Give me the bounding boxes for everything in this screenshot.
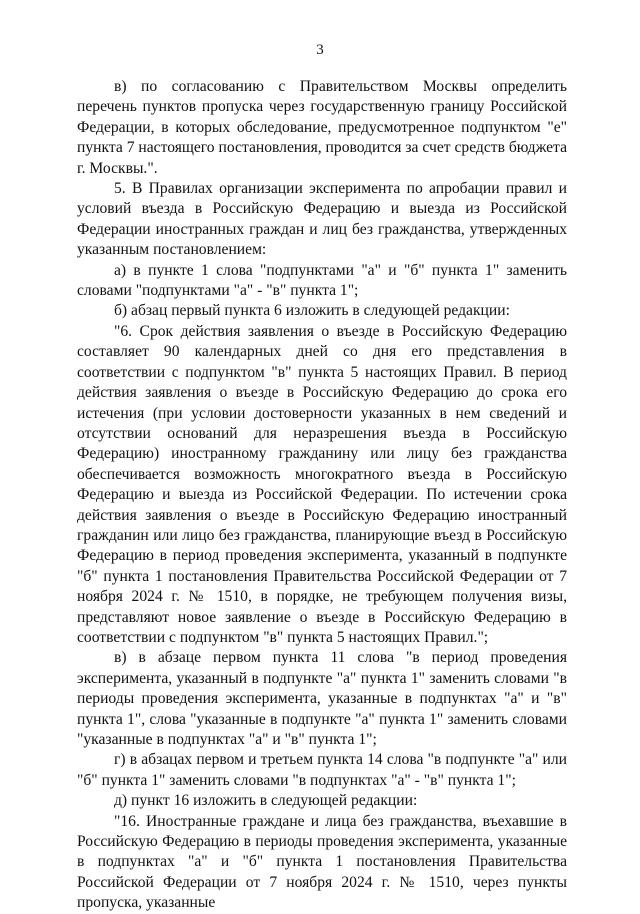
paragraph-subpoint-v-point-11: в) в абзаце первом пункта 11 слова "в период проведения эксперимента, указанный в подпункте "а" пункта 1" заменить словами "в периоды проведения эксперимента, указанные в подпунктах "а" и "в" пункта 1", слова "указанные в подпункте "а" пункта 1" заменить словами "указанные в подпунктах "а" и "в" пункта 1"; bbox=[77, 649, 567, 748]
paragraph-point-6-text: "6. Срок действия заявления о въезде в Российскую Федерацию составляет 90 календарных дней со дня его представления в соответствии с подпунктом "в" пункта 5 настоящих Правил. В период действия заявления о въезде в Российскую Федерацию до срока его истечения (при условии достоверности указанных в нем сведений и отсутствии оснований для неразрешения въезда в Российскую Федерацию) иностранному гражданину или лицу без гражданства обеспечивается возможность многократного въезда в Российскую Федерацию и выезда из Российской Федерации. По истечении срока действия заявления о въезде в Российскую Федерацию иностранный гражданин или лицо без гражданства, планирующие въезд в Российскую Федерацию в период проведения эксперимента, указанный в подпункте "б" пункта 1 постановления Правительства Российской Федерации от 7 ноября 2024 г. № 1510, в порядке, не требующем получения визы, представляют новое заявление о въезде в Российскую Федерацию в соответствии с подпунктом "в" пункта 5 настоящих Правил."; bbox=[77, 322, 567, 646]
paragraph-subpoint-v-moscow: в) по согласованию с Правительством Москвы определить перечень пунктов пропуска через государственную границу Российской Федерации, в которых обследование, предусмотренное подпунктом "е" пункта 7 настоящего постановления, проводится за счет средств бюджета г. Москвы.". bbox=[77, 78, 567, 177]
paragraph-subpoint-a: а) в пункте 1 слова "подпунктами "а" и "б" пункта 1" заменить словами "подпунктами "а" - "в" пункта 1"; bbox=[77, 261, 567, 300]
paragraph-subpoint-d: д) пункт 16 изложить в следующей редакции: bbox=[114, 792, 418, 810]
paragraph-subpoint-b: б) абзац первый пункта 6 изложить в следующей редакции: bbox=[114, 302, 510, 320]
paragraph-item-5-rules: 5. В Правилах организации эксперимента по апробации правил и условий въезда в Российскую Федерацию и выезда из Российской Федерации иностранных граждан и лиц без гражданства, утвержденных указанным постановлением: bbox=[77, 180, 567, 259]
paragraph-subpoint-g: г) в абзацах первом и третьем пункта 14 слова "в подпункте "а" или "б" пункта 1" заменить словами "в подпунктах "а" - "в" пункта 1"; bbox=[77, 751, 567, 789]
paragraph-point-16-text: "16. Иностранные граждане и лица без гражданства, въехавшие в Российскую Федерацию в периоды проведения эксперимента, указанные в подпунктах "а" и "б" пункта 1 постановления Правительства Российской Федерации от 7 ноября 2024 г. № 1510, через пункты пропуска, указанные bbox=[77, 812, 567, 912]
document-body bbox=[77, 77, 567, 914]
page-number: 3 bbox=[316, 42, 324, 58]
